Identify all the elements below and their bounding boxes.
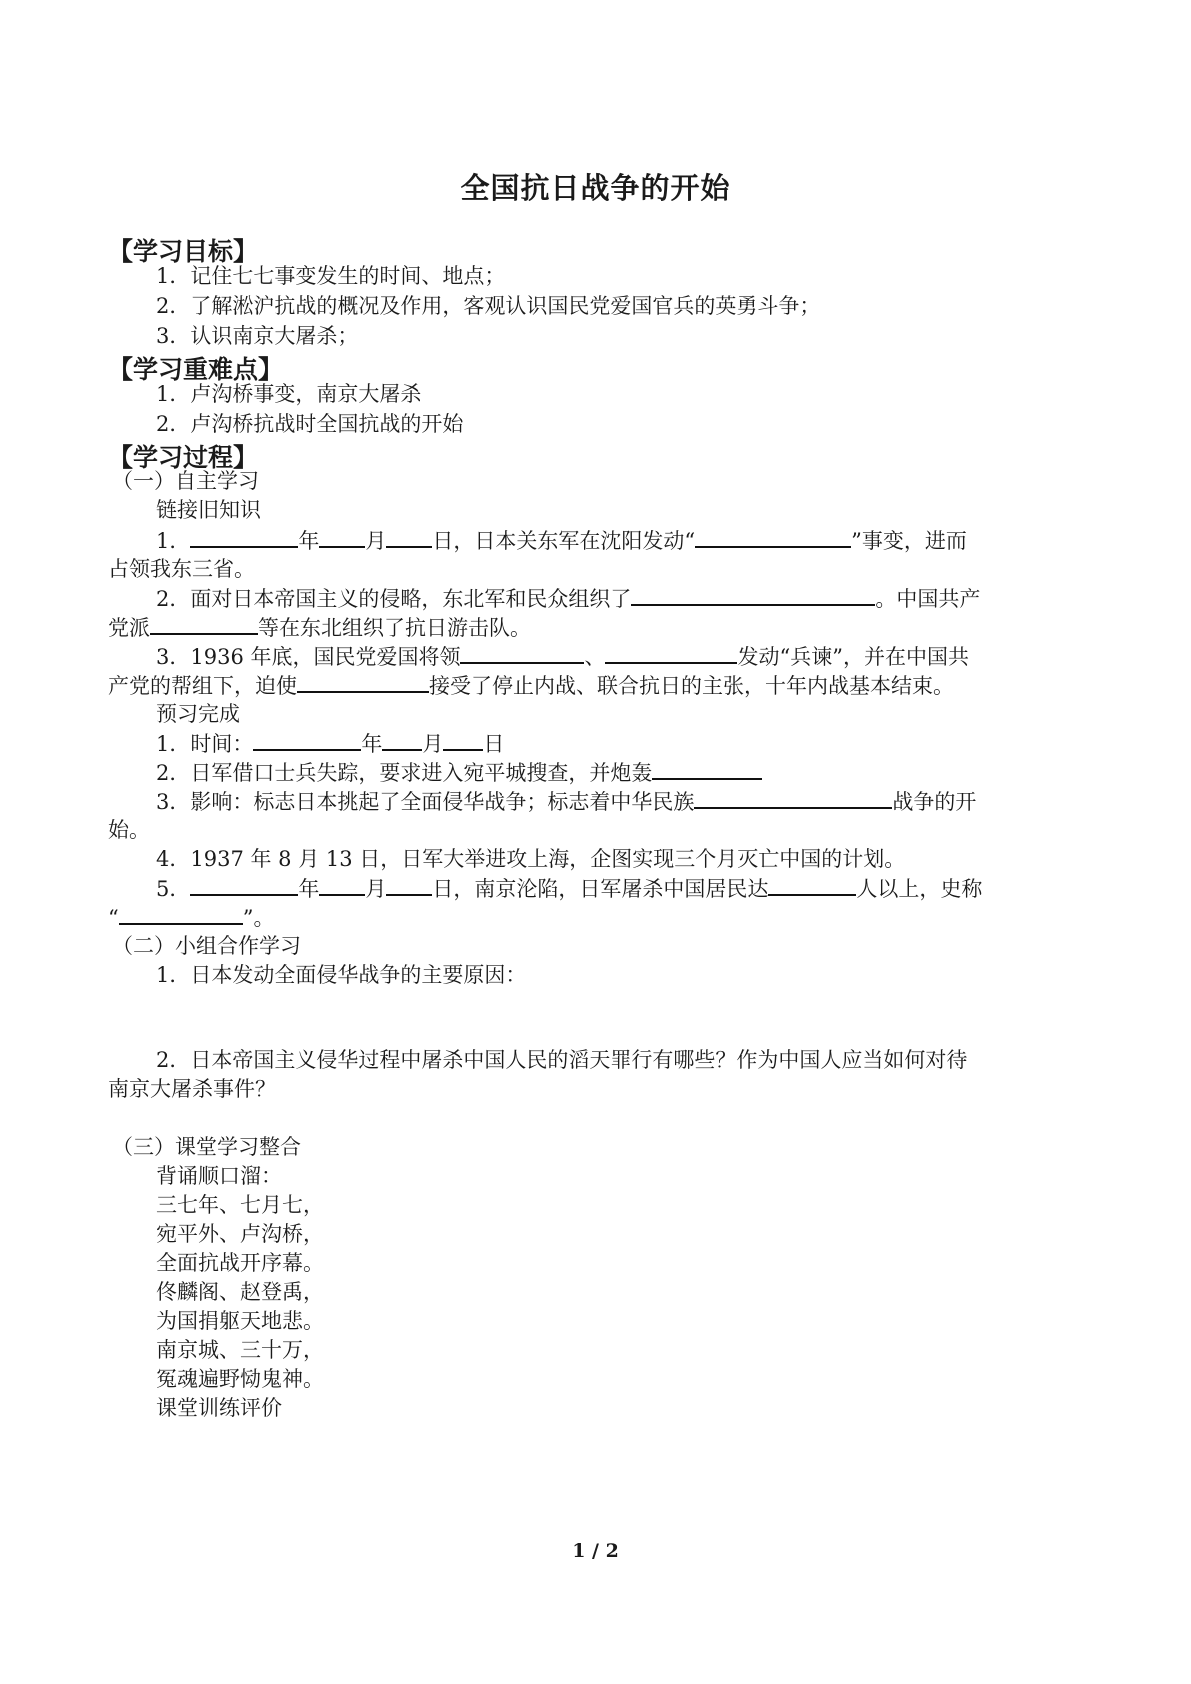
rhyme-line: 南京城、三十万， [156, 1338, 324, 1362]
review-question-2-cont: 党派 等在东北组织了抗日游击队。 [108, 613, 531, 642]
review-question-3: 3．1936 年底，国民党爱国将领 、 发动“兵谏”，并在中国共 [156, 642, 969, 671]
answer-blank[interactable] [382, 729, 422, 751]
preview-question-5: 5． 年 月 日，南京沦陷，日军屠杀中国居民达 人以上，史称 [156, 874, 982, 903]
goal-item: 3．认识南京大屠杀； [156, 324, 359, 348]
answer-blank[interactable] [631, 584, 875, 606]
goal-item: 2．了解淞沪抗战的概况及作用，客观认识国民党爱国官兵的英勇斗争； [156, 294, 821, 318]
subheading: 链接旧知识 [156, 498, 261, 522]
keypoint-item: 1．卢沟桥事变，南京大屠杀 [156, 382, 422, 406]
part-label: （一）自主学习 [112, 469, 259, 493]
answer-blank[interactable] [150, 613, 258, 635]
page-number: 1 / 2 [572, 1540, 619, 1562]
answer-blank[interactable] [605, 642, 737, 664]
subheading: 预习完成 [156, 702, 240, 726]
section-heading-keypoints: 【学习重难点】 [108, 355, 284, 384]
preview-question-2: 2．日军借口士兵失踪，要求进入宛平城搜查，并炮轰 [156, 758, 762, 787]
rhyme-line: 冤魂遍野恸鬼神。 [156, 1367, 324, 1391]
answer-blank[interactable] [443, 729, 483, 751]
answer-blank[interactable] [297, 671, 429, 693]
preview-question-3-cont: 始。 [108, 818, 150, 842]
group-question-1: 1．日本发动全面侵华战争的主要原因： [156, 963, 527, 987]
answer-blank[interactable] [768, 874, 856, 896]
rhyme-line: 全面抗战开序幕。 [156, 1251, 324, 1275]
part-label: （二）小组合作学习 [112, 934, 301, 958]
answer-blank[interactable] [386, 874, 432, 896]
goal-item: 1．记住七七事变发生的时间、地点； [156, 264, 506, 288]
answer-blank[interactable] [460, 642, 584, 664]
part-label: （三）课堂学习整合 [112, 1135, 301, 1159]
rhyme-line: 为国捐躯天地悲。 [156, 1309, 324, 1333]
preview-question-5-cont: “ ”。 [108, 903, 275, 932]
answer-blank[interactable] [319, 526, 365, 548]
keypoint-item: 2．卢沟桥抗战时全国抗战的开始 [156, 412, 464, 436]
section-heading-goals: 【学习目标】 [108, 237, 259, 266]
preview-question-1: 1．时间： 年 月 日 [156, 729, 504, 758]
review-question-2: 2．面对日本帝国主义的侵略，东北军和民众组织了 。中国共产 [156, 584, 980, 613]
rhyme-line: 背诵顺口溜： [156, 1164, 282, 1188]
review-question-1-cont: 占领我东三省。 [108, 557, 255, 581]
answer-blank[interactable] [652, 758, 762, 780]
answer-blank[interactable] [190, 526, 298, 548]
answer-blank[interactable] [695, 526, 851, 548]
rhyme-line: 宛平外、卢沟桥， [156, 1222, 324, 1246]
group-question-2-cont: 南京大屠杀事件？ [108, 1077, 276, 1101]
group-question-2: 2．日本帝国主义侵华过程中屠杀中国人民的滔天罪行有哪些？作为中国人应当如何对待 [156, 1048, 968, 1072]
review-question-1: 1． 年 月 日，日本关东军在沈阳发动“ ”事变，进而 [156, 526, 967, 555]
page-title: 全国抗日战争的开始 [460, 171, 731, 205]
answer-blank[interactable] [694, 787, 892, 809]
answer-blank[interactable] [119, 903, 243, 925]
rhyme-line: 课堂训练评价 [156, 1396, 282, 1420]
review-question-3-cont: 产党的帮组下，迫使 接受了停止内战、联合抗日的主张，十年内战基本结束。 [108, 671, 954, 700]
answer-blank[interactable] [386, 526, 432, 548]
answer-blank[interactable] [190, 874, 298, 896]
rhyme-line: 佟麟阁、赵登禹， [156, 1280, 324, 1304]
section-heading-process: 【学习过程】 [108, 443, 259, 472]
answer-blank[interactable] [319, 874, 365, 896]
rhyme-line: 三七年、七月七， [156, 1193, 324, 1217]
preview-question-3: 3．影响：标志日本挑起了全面侵华战争；标志着中华民族 战争的开 [156, 787, 976, 816]
preview-question-4: 4．1937 年 8 月 13 日，日军大举进攻上海，企图实现三个月灭亡中国的计划。 [156, 847, 906, 871]
answer-blank[interactable] [253, 729, 361, 751]
